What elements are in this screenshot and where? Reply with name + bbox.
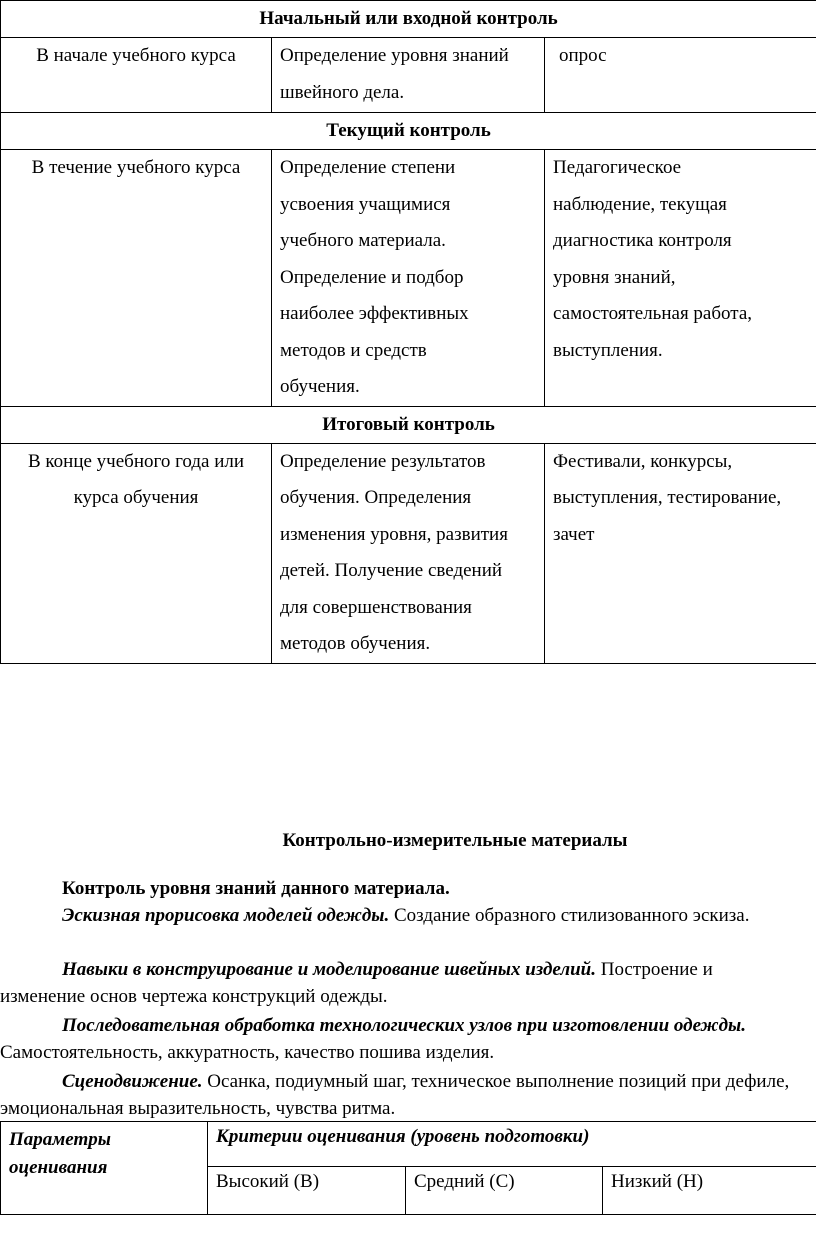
current-when-cell: В течение учебного курса — [1, 150, 272, 407]
section-heading-initial: Начальный или входной контроль — [1, 1, 816, 38]
kim-item-stage-movement: Сценодвижение. Осанка, подиумный шаг, техническое выполнение позиций при дефиле, эмоциональная выразительность, чувства ритма. — [0, 1071, 790, 1119]
level-high: Высокий (В) — [208, 1167, 406, 1215]
initial-when-cell: В начале учебного курса — [1, 38, 272, 113]
kim-subtitle: Контроль уровня знаний данного материала. — [62, 878, 450, 899]
current-form-cell: Педагогическое наблюдение, текущая диагностика контроля уровня знаний, самостоятельная работа, выступления. — [545, 150, 816, 407]
current-goal-cell: Определение степени усвоения учащимися учебного материала. Определение и подбор наиболее эффективных методов и средств обучения. — [272, 150, 545, 407]
kim-item-processing: Последовательная обработка технологических узлов при изготовлении одежды. Самостоятельность, аккуратность, качество пошива изделия. — [0, 1015, 746, 1063]
kim-item-sketch: Эскизная прорисовка моделей одежды. Создание образного стилизованного эскиза. — [62, 905, 750, 926]
section-heading-final: Итоговый контроль — [1, 406, 816, 443]
kim-title: Контрольно-измерительные материалы — [282, 830, 628, 851]
initial-goal-cell: Определение уровня знаний швейного дела. — [272, 38, 545, 113]
section-heading-current: Текущий контроль — [1, 113, 816, 150]
param-header: Параметры оценивания — [1, 1122, 208, 1215]
criteria-header: Критерии оценивания (уровень подготовки) — [208, 1122, 816, 1167]
level-medium: Средний (С) — [406, 1167, 603, 1215]
kim-item-construction: Навыки в конструирование и моделирование швейных изделий. Построение и изменение основ чертежа конструкций одежды. — [0, 959, 713, 1007]
final-form-cell: Фестивали, конкурсы, выступления, тестирование, зачет — [545, 443, 816, 663]
final-goal-cell: Определение результатов обучения. Определения изменения уровня, развития детей. Получение сведений для совершенствования методов обучения. — [272, 443, 545, 663]
level-low: Низкий (Н) — [603, 1167, 816, 1215]
initial-form-cell: опрос — [545, 38, 816, 113]
evaluation-table — [0, 1121, 816, 1215]
final-when-cell: В конце учебного года или курса обучения — [1, 443, 272, 663]
